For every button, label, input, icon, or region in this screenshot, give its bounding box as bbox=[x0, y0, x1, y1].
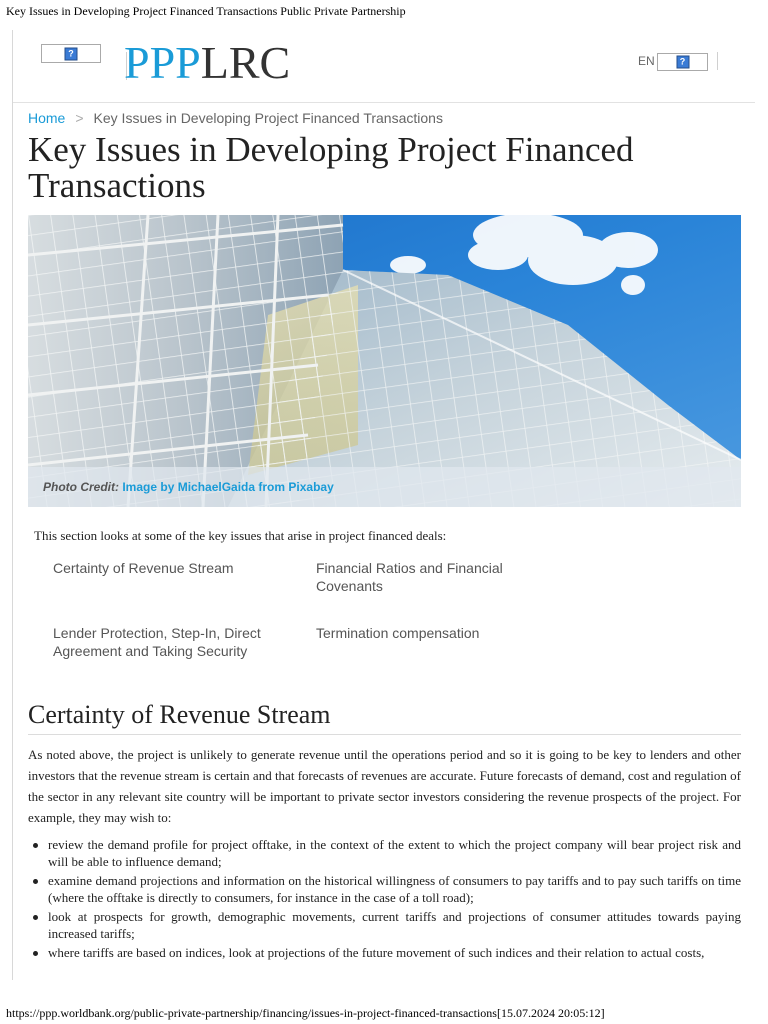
photo-credit-label: Photo Credit: bbox=[43, 480, 119, 494]
section-link-revenue[interactable]: Certainty of Revenue Stream bbox=[53, 560, 234, 576]
breadcrumb bbox=[28, 110, 443, 126]
breadcrumb-separator: > bbox=[75, 110, 84, 126]
page-frame bbox=[12, 30, 755, 980]
language-label[interactable]: EN bbox=[638, 54, 655, 68]
section-link-termination[interactable]: Termination compensation bbox=[316, 625, 480, 641]
list-item: examine demand projections and information on the historical willingness of consumers to pay tariffs and to pay such tariffs on time (where the offtake is directly to consumers, for instance in the case of a toll road); bbox=[28, 872, 741, 906]
section-title: Certainty of Revenue Stream bbox=[28, 700, 741, 735]
question-mark-icon: ? bbox=[676, 56, 689, 69]
section-bullets bbox=[28, 836, 741, 963]
breadcrumb-home-link[interactable]: Home bbox=[28, 110, 66, 126]
list-item: review the demand profile for project offtake, in the context of the extent to which the project company will bear project risk and will be able to influence demand; bbox=[28, 836, 741, 870]
section-link-financial-ratios[interactable]: Financial Ratios and Financial Covenants bbox=[316, 560, 503, 594]
print-header: Key Issues in Developing Project Financed Transactions Public Private Partnership bbox=[6, 4, 406, 18]
section-paragraph: As noted above, the project is unlikely to generate revenue until the operations period and so it is going to be key to lenders and other investors that the revenue stream is certain and that forecasts of revenues are accurate. Future forecasts of demand, cost and regulation of the sector in any relevant site country will be important to private sector investors considering the revenue prospects of the project. For example, they may wish to: bbox=[28, 747, 741, 825]
page-title: Key Issues in Developing Project Financed Transactions bbox=[28, 130, 634, 205]
question-mark-icon: ? bbox=[65, 47, 78, 60]
intro-text: This section looks at some of the key issues that arise in project financed deals: bbox=[34, 528, 447, 543]
section-link-lender-protection[interactable]: Lender Protection, Step-In, Direct Agreement and Taking Security bbox=[53, 625, 261, 659]
breadcrumb-current: Key Issues in Developing Project Financed Transactions bbox=[93, 110, 443, 126]
list-item: look at prospects for growth, demographic movements, current tariffs and projections of consumer attitudes towards paying increased tariffs; bbox=[28, 908, 741, 942]
photo-credit bbox=[43, 480, 334, 494]
print-footer: https://ppp.worldbank.org/public-private-partnership/financing/issues-in-project-financed-transactions[15.07.2024 20:05:12] bbox=[6, 1006, 605, 1020]
list-item: where tariffs are based on indices, look at projections of the future movement of such indices and their relation to actual costs, bbox=[28, 944, 741, 961]
logo-ppp: PPP bbox=[124, 37, 201, 88]
logo-lrc: LRC bbox=[200, 37, 291, 88]
language-flag-icon[interactable] bbox=[657, 53, 708, 71]
header-divider bbox=[717, 52, 718, 70]
building-photo bbox=[28, 215, 741, 507]
photo-credit-link[interactable]: Image by MichaelGaida from Pixabay bbox=[122, 480, 334, 494]
broken-image-icon[interactable] bbox=[41, 44, 101, 63]
site-logo[interactable] bbox=[124, 36, 290, 89]
hero-image bbox=[28, 215, 741, 507]
site-header bbox=[13, 30, 755, 103]
